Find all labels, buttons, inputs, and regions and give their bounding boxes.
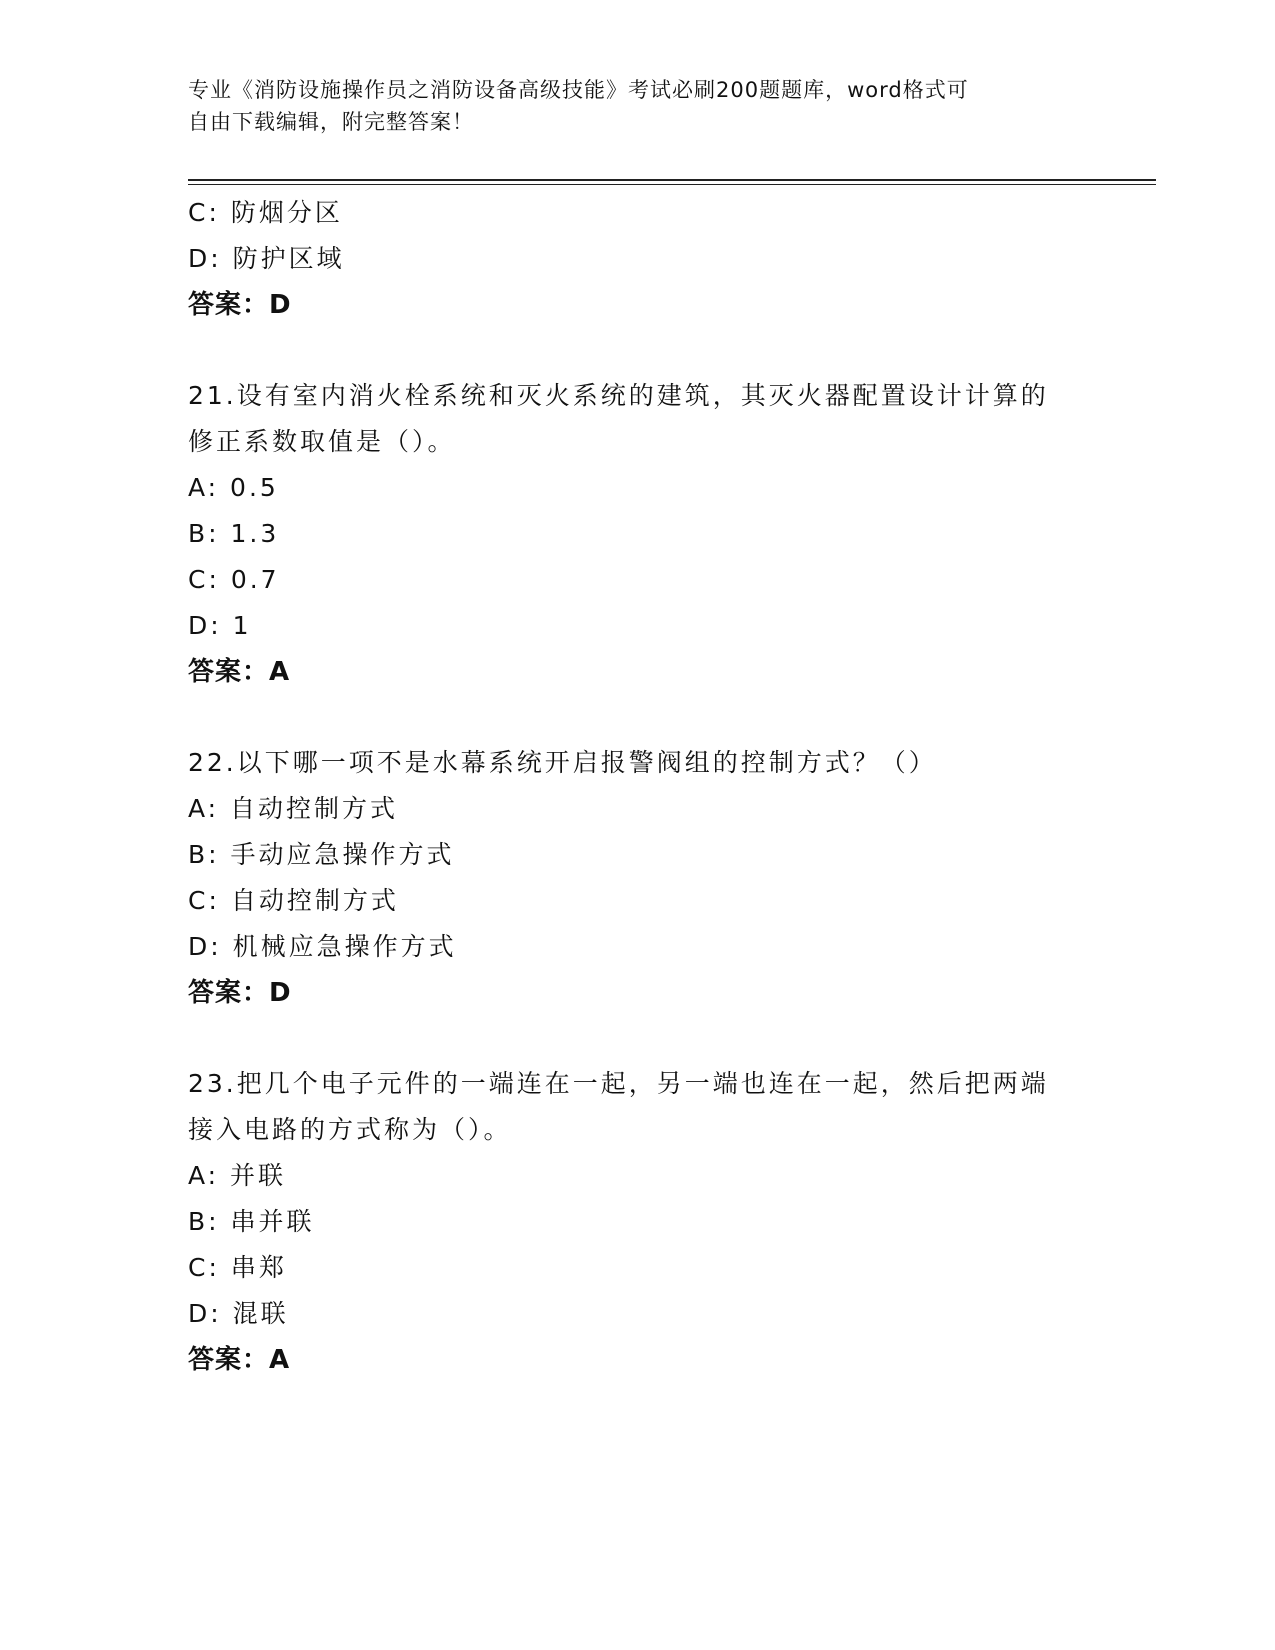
- question-22: [188, 740, 1138, 1016]
- option-d: D: 机械应急操作方式: [188, 932, 457, 961]
- answer-line: 答案：A: [188, 1345, 291, 1375]
- question-21: [188, 373, 1138, 695]
- option-c: C: 自动控制方式: [188, 886, 399, 915]
- option-a: A: 并联: [188, 1161, 287, 1190]
- option-c: C: 防烟分区: [188, 198, 343, 227]
- document-body: [188, 190, 1138, 1383]
- option-a: A: 0.5: [188, 473, 279, 502]
- question-text-line-1: 23.把几个电子元件的一端连在一起，另一端也连在一起，然后把两端: [188, 1069, 1049, 1098]
- question-text-line-2: 接入电路的方式称为（）。: [188, 1115, 512, 1144]
- option-d: D: 1: [188, 611, 252, 640]
- option-a: A: 自动控制方式: [188, 794, 399, 823]
- question-text-line-1: 22.以下哪一项不是水幕系统开启报警阀组的控制方式？（）: [188, 748, 937, 777]
- answer-line: 答案：D: [188, 290, 292, 320]
- option-b: B: 串并联: [188, 1207, 315, 1236]
- header-line-1: 专业《消防设施操作员之消防设备高级技能》考试必刷200题题库，word格式可: [188, 78, 969, 102]
- carryover-question: [188, 190, 1138, 328]
- option-c: C: 0.7: [188, 565, 280, 594]
- header-divider-thin: [188, 184, 1156, 185]
- option-b: B: 1.3: [188, 519, 280, 548]
- answer-line: 答案：D: [188, 978, 292, 1008]
- document-header: [188, 74, 1088, 138]
- option-d: D: 混联: [188, 1299, 289, 1328]
- header-divider-thick: [188, 179, 1156, 181]
- question-text-line-2: 修正系数取值是（）。: [188, 427, 456, 456]
- answer-line: 答案：A: [188, 657, 291, 687]
- header-line-2: 自由下载编辑，附完整答案！: [188, 110, 474, 134]
- option-d: D: 防护区域: [188, 244, 345, 273]
- question-23: [188, 1061, 1138, 1383]
- question-text-line-1: 21.设有室内消火栓系统和灭火系统的建筑，其灭火器配置设计计算的: [188, 381, 1049, 410]
- option-c: C: 串郑: [188, 1253, 287, 1282]
- option-b: B: 手动应急操作方式: [188, 840, 455, 869]
